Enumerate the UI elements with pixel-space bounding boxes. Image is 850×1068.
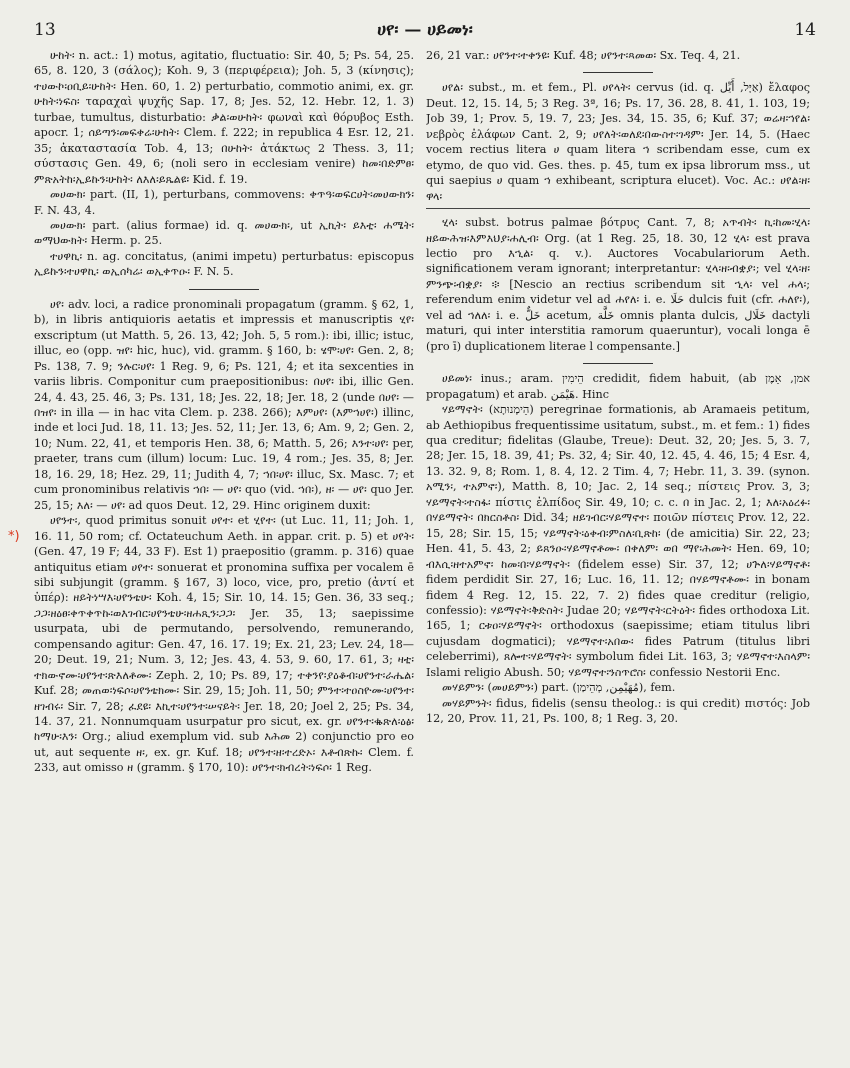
entry-tahawaki: ተሀዋኪ፡ n. ag. concitatus, (animi impetu) perturbatus: episcopus ኢይኩን፡ተሀዋኪ፡ ወኢሰካሬ፡ ወኢቀጥዑ፡ F. N. 5. — [34, 249, 414, 279]
entry-continuation: 26, 21 var.: ሀየንተ፡ተቀንዩ፡ Kuf. 48; ሀየንተ፡ጻመወ፡ Sx. Teq. 4, 21. — [426, 49, 741, 62]
section-divider — [189, 289, 259, 290]
section-divider — [583, 363, 653, 364]
entry-mahaymen: መሃይምን፡ (መሀይምን፡) part. (مُهَيْمِن, מְהֵימַן), fem. — [442, 681, 676, 695]
right-column — [426, 48, 810, 1063]
margin-marker: *) — [8, 529, 20, 544]
running-title: ሀየ፡ — ሀይመነ፡ — [377, 20, 473, 40]
entry-mahaymenat: መሃይምንት፡ fidus, fidelis (sensu theolog.: is qui credit) πιστός: Job 12, 20, Prov. 11, 21, Ps. 100, 8; 1 Reg. 3, 20. — [426, 696, 810, 726]
entry-hila: ሂላ፡ subst. botrus palmae βότρυς Cant. 7, 8; አጥብት፡ ኪ፡ከመ፡ሂላ፡ዘይውሕዝ፡እምእህያ፡ሐሊብ፡ Org. (at 1 Reg. 25, 18. 30, 12 ሂላ፡ est prava lectio pro እኂል፡ q. v.). Auctores Vocabulariorum Aeth. significationem veram ignorant; interpretantur: ሂላ፡ዘ፡ብቋያ፡; vel ሂላ፡ዘ፡ምንጭ፡ብቋያ፡ ፨ [Nescio an rectius scribendum sit ኂላ፡ vel ሐላ፡; referendum enim videtur vel ad ሐየለ፡ i. e. حَلَا dulcis fuit (cfr. ሐለየ፡), vel ad ኀለለ፡ i. e. خَلٌّ acetum, خَلَّة omnis planta dulcis, خَلَال dactyli maturi, qui inter interstitia ramorum quaeruntur), vocali longa ē (pro ī) duplicationem literae l compensante.] — [426, 216, 810, 353]
entry-hayal: ሀየል፡ subst., m. et fem., Pl. ሀየላት፡ cervus (id. q. אַיָּל, أَيِّل) ἔλαφος Deut. 12, 15. 14, 5; 3 Reg. 3ª, 16; Ps. 17, 36. 28, 8. 41, 1. 103, 19; Job 39, 1; Prov. 5, 19. 7, 23; Jes. 34, 15. 35, 6; Kuf. 37; ወሬዛ፡ኀየል፡ νεβρὸς ἐλάφων Cant. 2, 9; ሀየለት፡ወለደ፡በውስተ፡ገዳም፡ Jer. 14, 5. (Haec vocem rectius litera ሀ quam litera ኀ scribendam esse, cum ex etymo, de quo vid. Ges. thes. p. 45, tum ex ipsa librorum mss., ut qui saepius ሀ quam ኀ exhibeant, scriptura elucet). Voc. Ac.: ሀየል፡ዘ፡ዋላ፡ — [426, 81, 810, 203]
entry-hayanta: ሀየንተ፡, quod primitus sonuit ሀየተ፡ et ሂየተ፡ (ut Luc. 11, 11; Joh. 1, 16. 11, 50 rom; cf. Octateuchum Aeth. in appar. crit. p. 5) et ሀየት፡ (Gen. 47, 19 F; 44, 33 F). Est 1) praepositio (gramm. p. 316) quae antiquitus etiam ሀየተ፡ sonuerat et pronomina suffixa per vocalem ē sibi subjungit (gramm. § 167, 3) loco, vice, pro, pretio (ἀντί et ὑπέρ): ዘይትነሣእ፡ሀየንቴሁ፡ Koh. 4, 15; Sir. 10, 14. 15; Gen. 36, 33 seq.; ጋጋ፡ዘዕፀ፡ቀጥቀጥኩ፡ወእገብር፡ሀየንቴሁ፡ዘሐጺን፡ጋጋ፡ Jer. 35, 13; saepissime usurpata, ubi de permutando, persolvendo, remunerando, compensando agitur: Gen. 47, 16. 17. 19; Ex. 21, 23; Lev. 24, 18—20; Deut. 19, 21; Num. 3, 12; Jes. 43, 4. 53, 9. 60, 17. 61, 3; ዛቲ፡ተክውኖሙ፡ሀየንተ፡ጽእለቶሙ፡ Zeph. 2, 10; Ps. 89, 17; ተቀንየ፡ያዕቆብ፡ሀየንተ፡ራሔል፡ Kuf. 28; መጠወ፡ነፍሶ፡ሀየንቴክሙ፡ Sir. 29, 15; Joh. 11, 50; ምንተ፡ተዐስዮሙ፡ሀየንተ፡ዘገብሩ፡ Sir. 7, 28; ፈደዩ፡ እኪተ፡ሀየንተ፡ሠናይት፡ Jer. 18, 20; Joel 2, 25; Ps. 34, 14. 37, 21. Nonnumquam usurpatur pro sicut, ex. gr. ሀየንተ፡ቈጽለ፡ዕፅ፡ከማሁ፡እን፡ Org.; aliud exemplum vid. sub እሕመ 2) conjunctio pro eo ut, aut sequente ዘ፡, ex. gr. Kuf. 18; ሀየንተ፡ዘ፡ተረድኦ፡ እቶብጽኩ፡ Clem. f. 233, aut omisso ዘ (gramm. § 170, 10): ሀየንተ፡ክብረት፡ነፍሶ፡ 1 Reg. — [34, 514, 414, 775]
entry-haya: ሀየ፡ adv. loci, a radice pronominali propagatum (gramm. § 62, 1, b), in libris antiquioris aetatis et impressis et manuscriptis ሂየ፡ exscriptum (ut Matth. 5, 26. 13, 42; Joh. 5, 5 rom.): ibi, illic; istuc, illuc, eo (opp. ዝየ፡ hic, huc), vid. gramm. § 160, b: ሄሞ፡ሀየ፡ Gen. 2, 8; Ps. 138, 7. 9; ንሉር፡ሀየ፡ 1 Reg. 9, 6; Ps. 121, 4; et ita sexcenties in variis libris. Componitur cum praepositionibus: በሀየ፡ ibi, illic Gen. 24, 4. 43, 25. 46, 3; Ps. 131, 18; Jes. 22, 18; Jer. 18, 2 (unde በሀየ፡ — በዝየ፡ in illa — in hac vita Clem. p. 238. 266); እምሀየ፡ (እምኀሀየ፡) illinc, inde et loci Jud. 18, 11. 13; Jes. 52, 11; Jer. 13, 6; Am. 9, 2; Gen. 2, 10; Num. 22, 41, et temporis Hen. 38, 6; Matth. 5, 26; እንተ፡ሀየ፡ per, praeter, trans cum (illum) locum: Luc. 19, 4 rom.; Jes. 35, 8; Jer. 18, 16. 29, 18; Hez. 29, 11; Judith 4, 7; ኀበ፡ሀየ፡ illuc, Sx. Masc. 7; et cum pronominibus relativis ኀበ፡ — ሀየ፡ quo (vid. ኀበ፡), ዘ፡ — ሀየ፡ quo Jer. 25, 15; እለ፡ — ሀየ፡ ad quos Deut. 12, 29. Hinc originem duxit: — [34, 297, 414, 512]
page-header — [0, 20, 850, 44]
entry-mahawek: መሀውክ፡ part. (II, 1), perturbans, commovens: ቀጥዓ፡ወፍርሀት፡መሀውክን፡ F. N. 43, 4. — [34, 188, 414, 217]
entry-haymana: ሀይመነ፡ inus.; aram. הֵימִין credidit, fidem habuit, (ab אמן, אֵמֶן propagatum) et arab. هَيْمَن. Hinc — [426, 372, 810, 401]
page-number-right: 14 — [794, 20, 816, 40]
entry-mahawek-alt: መሀውክ፡ part. (alius formae) id. q. መሀውክ፡, ut ኢኪት፡ ይእቲ፡ ሐሜት፡ ወማህውክት፡ Herm. p. 25. — [34, 218, 414, 248]
left-column — [34, 48, 414, 1063]
entry-divider — [426, 208, 810, 209]
entry-hukat: ሁከት፡ n. act.: 1) motus, agitatio, fluctuatio: Sir. 40, 5; Ps. 54, 25. 65, 8. 120, 3 (σάλος); Koh. 9, 3 (περιφέρεια); Joh. 5, 3 (κίνησις); ተሀውኮ፡ዐቢይ፡ሁከት፡ Hen. 60, 1. 2) perturbatio, commotio animi, ex. gr. ሁከት፡ነፍስ፡ ταραχαὶ ψυχῆς Sap. 17, 8; Jes. 52, 12. Hebr. 12, 1. 3) turbae, tumultus, disturbatio: ቃል፡ወሁከት፡ φωναὶ καὶ θόρυβος Esth. apocr. 1; ሰይጣን፡መፍቀሬ፡ሁከት፡ Clem. f. 222; in republica 4 Esr. 12, 21. 35; ἀκαταστασία Tob. 4, 13; በሁከት፡ ἀτάκτως 2 Thess. 3, 11; σύστασις Gen. 49, 6; (noli sero in ecclesiam venire) ከመ፡በድምፀ፡ምጽአትከ፡ኢይኩን፡ሁከት፡ ለእለ፡ይጼልዩ፡ Kid. f. 19. — [34, 49, 414, 186]
section-divider — [583, 72, 653, 73]
entry-haymanot: ሃይማኖት፡ (הֵימָנוּתָא) peregrinae formationis, ab Aramaeis petitum, ab Aethiopibus frequentissime usitatum, subst., m. et fem.: 1) fides qua creditur; fidelitas (Glaube, Treue): Deut. 32, 20; Jes. 5, 3. 7, 28; Jer. 15, 18. 39, 41; Ps. 32, 4; Sir. 40, 12. 45, 4. 46, 15; 4 Esr. 4, 13. 32. 9, 8; Rom. 1, 8. 4, 12. 2 Tim. 4, 7; Hebr. 11, 3. 39. (synon. አሚን፡, ተአምኖ፡), Matth. 8, 10; Jac. 2, 14 seq.; πίστεις Prov. 3, 3; ሃይማኖት፡ተስፋ፡ πίστις ἐλπίδος Sir. 49, 10; c. c. በ in Jac. 2, 1; እለ፡አዕረፉ፡ በሃይማኖት፡ በክርስቶስ፡ Did. 34; ዘይገብር፡ሃይማኖተ፡ ποιῶν πίστεις Prov. 12, 22. 15, 28; Sir. 15, 15; ሃይማኖት፡ዕቀብ፡ምስለ፡ቢጽከ፡ (de amicitia) Sir. 22, 23; Hen. 41, 5. 43, 2; ይጸንዑ፡ሃይማኖቶሙ፡ በቀለም፡ ወበ ማየ፡ሕመት፡ Hen. 69, 10; ብእሲ፡ዘተአምኖ፡ ከመ፡በ፡ሃይማኖት፡ (fidelem esse) Sir. 37, 12; ሀጕለ፡ሃይማኖቶ፡ fidem perdidit Sir. 27, 16; Luc. 16, 11. 12; በሃይማኖቶሙ፡ in bonam fidem 4 Reg. 12, 15. 22, 7. 2) fides quae creditur (religio, confessio): ሃይማኖት፡ቅድስት፡ Judae 20; ሃይማኖት፡ርትዕት፡ fides orthodoxa Lit. 165, 1; ርቱዐ፡ሃይማኖት፡ orthodoxus (saepissime; etiam titulus libri cujusdam dogmatici); ሃይማኖተ፡አበው፡ fides Patrum (titulus libri celeberrimi), ጸሎተ፡ሃይማኖት፡ symbolum fidei Lit. 163, 3; ሃይማኖተ፡እስላም፡ Islami religio Abush. 50; ሃይማኖተ፡ንስጥሮስ፡ confessio Nestorii Enc. — [426, 403, 810, 679]
page-number-left: 13 — [34, 20, 56, 40]
